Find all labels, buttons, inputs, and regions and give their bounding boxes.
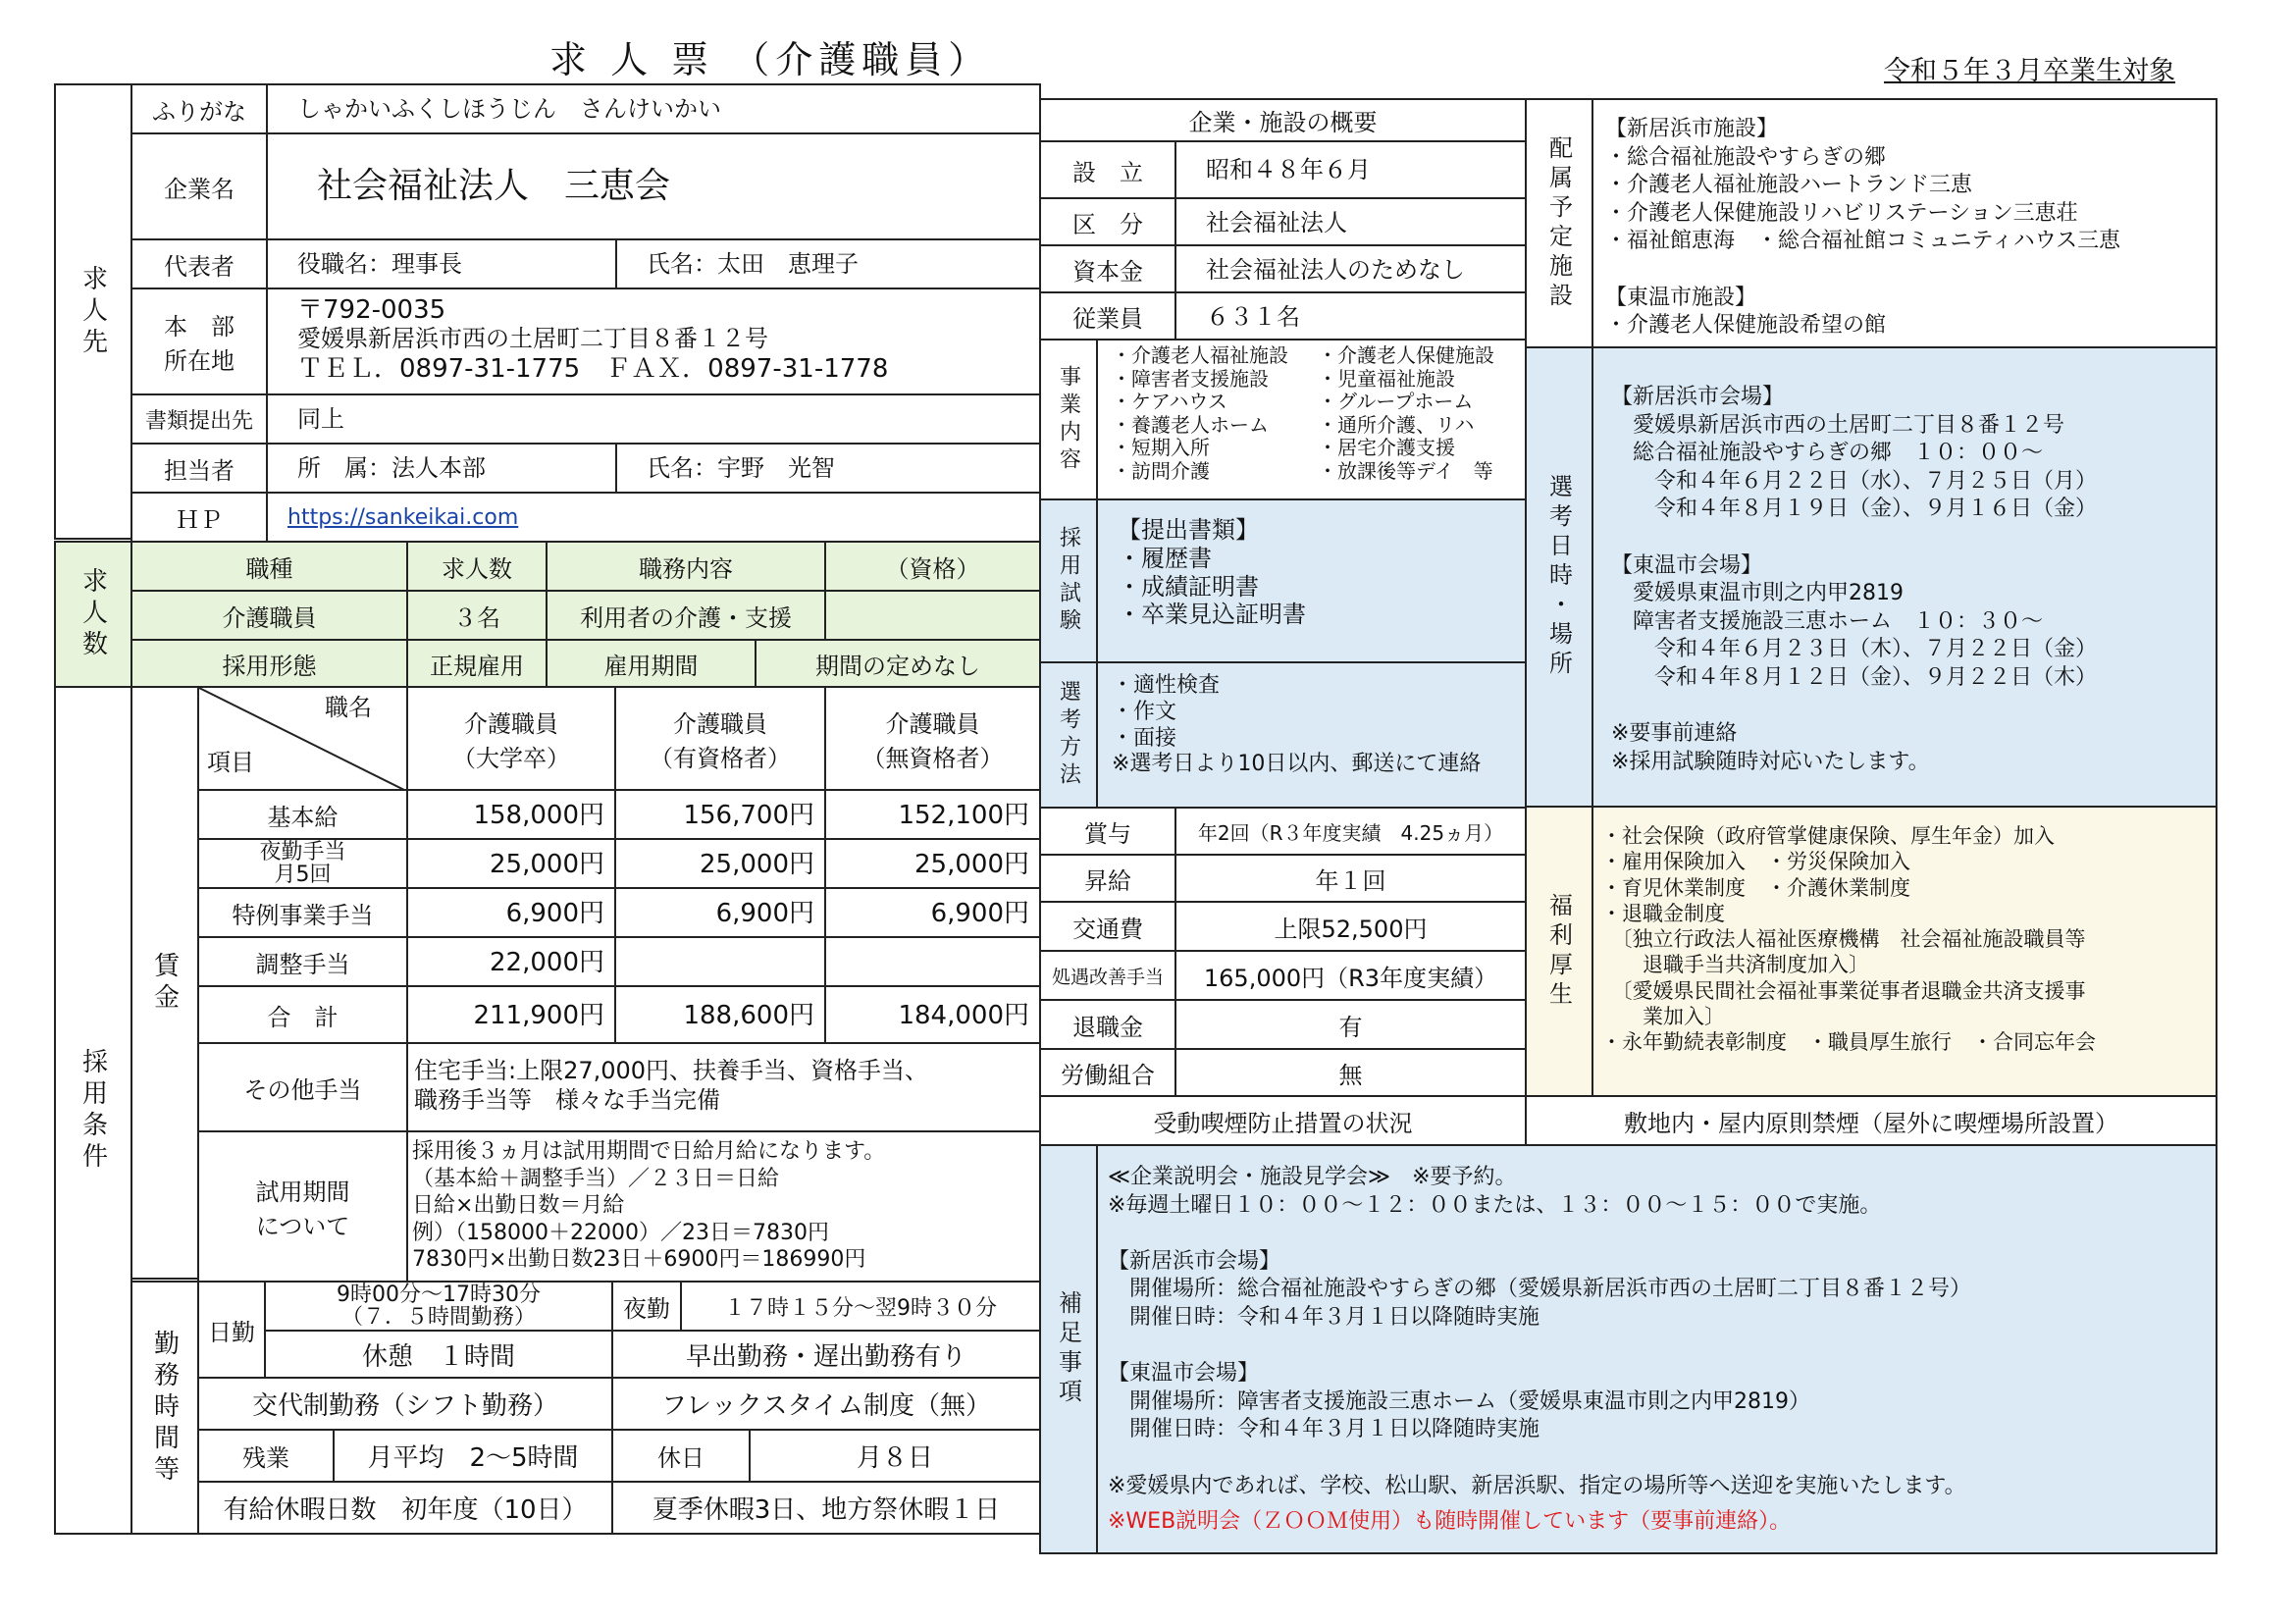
day-shift-label: 日勤 xyxy=(197,1281,266,1379)
wage-row-base-v3 xyxy=(824,789,1041,840)
wage-row-base-v2 xyxy=(614,789,826,840)
employer-section-label: 求人先 xyxy=(54,83,132,540)
facilities-cell xyxy=(1592,98,2218,348)
raise-label: 昇給 xyxy=(1039,854,1176,903)
form-label: 採用形態 xyxy=(130,639,408,688)
wage-row-total-v1 xyxy=(406,985,616,1044)
contact-label: 担当者 xyxy=(130,443,268,494)
established-value: 昭和４８年６月 xyxy=(1206,156,1371,183)
union-value: 無 xyxy=(1174,1048,1527,1097)
overtime-label: 残業 xyxy=(197,1429,335,1483)
trial-text: 採用後３ヵ月は試用期間で日給月給になります。 （基本給＋調整手当）／２３日＝日給 日給×出勤日数＝月給 例）（158000＋22000）／23日＝7830円 7830円×出勤日数23日＋6900円＝186990円 xyxy=(412,1139,886,1272)
notes-text: ≪企業説明会・施設見学会≫ ※要予約。 ※毎週土曜日１０：００～１２：００または、１３：００～１５：００で実施。 【新居浜市会場】 開催場所：総合福祉施設やすらぎの郷（愛媛県新居浜市西の土居町二丁目８番１２号） 開催日時：令和４年３月１日以降随時実施 【東温市会場】 開催場所：障害者支援施設三恵ホーム（愛媛県東温市則之内甲2819） 開催日時：令和４年３月１日以降随時実施 ※愛媛県内であれば、学校、松山駅、新居浜駅、指定の場所等へ送迎を実施いたします。 xyxy=(1108,1165,1972,1498)
page-title: 求 人 票 （介護職員） xyxy=(549,38,992,81)
wage-label: 賃金 xyxy=(130,686,199,1280)
web-briefing-note: ※WEB説明会（ＺＯＯＭ使用）も随時開催しています（要事前連絡）。 xyxy=(1108,1509,1792,1534)
value: 25,000円 xyxy=(490,850,604,879)
established-cell xyxy=(1174,140,1527,199)
business-label: 事業内容 xyxy=(1039,339,1098,500)
trial-label: 試用期間 について xyxy=(197,1130,408,1283)
rep-name-cell xyxy=(615,238,1041,289)
night-shift-label: 夜勤 xyxy=(611,1281,682,1332)
overview-header: 企業・施設の概要 xyxy=(1039,98,1527,142)
value: 6,900円 xyxy=(505,899,604,928)
wage-row-adjust-label: 調整手当 xyxy=(197,936,408,987)
recruit-duty: 利用者の介護・支援 xyxy=(546,590,826,641)
period-value: 期間の定めなし xyxy=(755,639,1041,688)
wage-row-special-v3 xyxy=(824,887,1041,938)
wage-row-night-v1 xyxy=(406,838,616,889)
break-time: 休憩 １時間 xyxy=(264,1330,613,1379)
wage-row-base-label: 基本給 xyxy=(197,789,408,840)
treatment-value: 165,000円（R3年度実績） xyxy=(1174,950,1527,1001)
hp-cell xyxy=(266,492,1041,543)
other-allowance-cell xyxy=(406,1042,1041,1132)
employees-value: ６３１名 xyxy=(1206,303,1300,331)
paid-leave: 有給休暇日数 初年度（10日） xyxy=(197,1481,613,1535)
retirement-label: 退職金 xyxy=(1039,999,1176,1050)
contact-name: 氏名：宇野 光智 xyxy=(647,454,835,482)
company-name: 社会福祉法人 三恵会 xyxy=(317,166,671,206)
rep-name: 氏名：太田 恵理子 xyxy=(647,250,859,278)
value: 6,900円 xyxy=(715,899,814,928)
notes-label: 補足事項 xyxy=(1039,1144,1098,1554)
retirement-value: 有 xyxy=(1174,999,1527,1050)
docs-cell xyxy=(266,393,1041,445)
wage-row-adjust-v1 xyxy=(406,936,616,987)
shift-system: 交代制勤務（シフト勤務） xyxy=(197,1377,613,1431)
selection-label: 選考方法 xyxy=(1039,661,1098,809)
value: 211,900円 xyxy=(473,1001,604,1030)
recruit-job: 介護職員 xyxy=(130,590,408,641)
furigana-label: ふりがな xyxy=(130,83,268,134)
hiring-exam-label: 採用試験 xyxy=(1039,498,1098,663)
smoking-label: 受動喫煙防止措置の状況 xyxy=(1039,1095,1527,1146)
wage-row-special-v2 xyxy=(614,887,826,938)
smoking-value: 敷地内・屋内原則禁煙（屋外に喫煙場所設置） xyxy=(1525,1095,2218,1146)
other-allowance-label: その他手当 xyxy=(197,1042,408,1132)
welfare-label: 福利厚生 xyxy=(1525,806,1593,1097)
employees-cell xyxy=(1174,291,1527,340)
recruit-head-count: 求人数 xyxy=(406,541,548,592)
contact-dept-cell xyxy=(266,443,617,494)
value: 6,900円 xyxy=(930,899,1029,928)
hp-label: ＨＰ xyxy=(130,492,268,543)
wage-col-unqualified: 介護職員 （無資格者） xyxy=(824,686,1041,791)
wage-row-night-v3 xyxy=(824,838,1041,889)
established-label: 設 立 xyxy=(1039,140,1176,199)
hq-address: 愛媛県新居浜市西の土居町二丁目８番１２号 xyxy=(297,325,768,352)
docs-value: 同上 xyxy=(297,405,344,433)
corner-job: 職名 xyxy=(325,694,372,721)
selection-methods: ・適性検査 ・作文 ・面接 ※選考日より10日以内、郵送にて連絡 xyxy=(1112,673,1482,777)
capital-label: 資本金 xyxy=(1039,244,1176,293)
value: 152,100円 xyxy=(898,801,1029,830)
value: 184,000円 xyxy=(898,1001,1029,1030)
wage-row-total-v2 xyxy=(614,985,826,1044)
furigana-cell xyxy=(266,83,1041,134)
wage-row-total-v3 xyxy=(824,985,1041,1044)
transport-label: 交通費 xyxy=(1039,901,1176,952)
hq-tel-fax: ＴＥＬ．0897-31-1775 ＦＡＸ．0897-31-1778 xyxy=(297,354,889,384)
wage-row-base-v1 xyxy=(406,789,616,840)
employees-label: 従業員 xyxy=(1039,291,1176,340)
rep-position-cell xyxy=(266,238,617,289)
exam-schedule-cell xyxy=(1592,346,2218,808)
type-value: 社会福祉法人 xyxy=(1206,209,1347,236)
exam-schedule-label: 選考日時・場所 xyxy=(1525,346,1593,808)
hq-postal: 〒792-0035 xyxy=(297,295,446,325)
holiday-label: 休日 xyxy=(611,1429,751,1483)
hp-link[interactable]: https://sankeikai.com xyxy=(287,505,519,530)
value: 156,700円 xyxy=(683,801,814,830)
night-shift-time: １７時１５分～翌9時３０分 xyxy=(680,1281,1041,1332)
facilities-label: 配属予定施設 xyxy=(1525,98,1593,348)
notes-cell xyxy=(1096,1144,2218,1554)
contact-dept: 所 属：法人本部 xyxy=(297,454,486,482)
recruit-count: ３名 xyxy=(406,590,548,641)
wage-row-night-label: 夜勤手当 月5回 xyxy=(197,838,408,889)
summer-leave: 夏季休暇3日、地方祭休暇１日 xyxy=(611,1481,1041,1535)
welfare-text: ・社会保険（政府管掌健康保険、厚生年金）加入 ・雇用保険加入 ・労災保険加入 ・育児休業制度 ・介護休業制度 ・退職金制度 〔独立行政法人福祉医療機構 社会福祉施設職員等 退職手当共済制度加入〕 〔愛媛県民間社会福祉事業従事者退職金共済支援事 業加入〕 ・永年勤続表彰制度 ・職員厚生旅行 ・合同忘年会 xyxy=(1601,824,2096,1054)
period-label: 雇用期間 xyxy=(546,639,757,688)
hiring-exam-docs: 【提出書類】 ・履歴書 ・成績証明書 ・卒業見込証明書 xyxy=(1118,516,1306,629)
transport-value: 上限52,500円 xyxy=(1174,901,1527,952)
furigana-value: しゃかいふくしほうじん さんけいかい xyxy=(297,95,721,123)
wage-row-adjust-v2 xyxy=(614,936,826,987)
trial-cell xyxy=(406,1130,1041,1283)
treatment-label: 処遇改善手当 xyxy=(1039,950,1176,1001)
early-late-shift: 早出勤務・遅出勤務有り xyxy=(611,1330,1041,1379)
recruit-head-job: 職種 xyxy=(130,541,408,592)
representative-label: 代表者 xyxy=(130,238,268,289)
hq-label: 本 部 所在地 xyxy=(130,288,268,395)
holiday-value: 月８日 xyxy=(749,1429,1041,1483)
company-label: 企業名 xyxy=(130,132,268,240)
bonus-value: 年2回（R３年度実績 4.25ヵ月） xyxy=(1174,807,1527,856)
wage-row-special-label: 特例事業手当 xyxy=(197,887,408,938)
wage-row-adjust-v3 xyxy=(824,936,1041,987)
value: 25,000円 xyxy=(914,850,1029,879)
business-list-1: ・介護老人福祉施設 ・障害者支援施設 ・ケアハウス ・養護老人ホーム ・短期入所 ・訪問介護 xyxy=(1112,343,1288,483)
selection-cell xyxy=(1096,661,1527,809)
contact-name-cell xyxy=(615,443,1041,494)
corner-item: 項目 xyxy=(207,749,254,776)
facilities-list: 【新居浜市施設】 ・総合福祉施設やすらぎの郷 ・介護老人福祉施設ハートランド三恵 ・介護老人保健施設リハビリステーション三恵荘 ・福祉館恵海 ・総合福祉館コミュニティハウス三恵 【東温市施設】 ・介護老人保健施設希望の館 xyxy=(1605,117,2121,339)
value: 25,000円 xyxy=(700,850,814,879)
overtime-value: 月平均 2～5時間 xyxy=(333,1429,613,1483)
flex-system: フレックスタイム制度（無） xyxy=(611,1377,1041,1431)
value: 22,000円 xyxy=(490,948,604,977)
form-value: 正規雇用 xyxy=(406,639,548,688)
value: 158,000円 xyxy=(473,801,604,830)
conditions-label: 採用条件 xyxy=(54,686,132,1535)
company-cell xyxy=(266,132,1041,240)
wage-col-university: 介護職員 （大学卒） xyxy=(406,686,616,791)
type-cell xyxy=(1174,197,1527,246)
union-label: 労働組合 xyxy=(1039,1048,1176,1097)
wage-corner-header xyxy=(197,686,408,791)
recruit-section-label: 求人数 xyxy=(54,541,132,688)
wage-col-qualified: 介護職員 （有資格者） xyxy=(614,686,826,791)
bonus-label: 賞与 xyxy=(1039,807,1176,856)
raise-value: 年１回 xyxy=(1174,854,1527,903)
wage-row-night-v2 xyxy=(614,838,826,889)
value: 188,600円 xyxy=(683,1001,814,1030)
hours-label: 勤務時間等 xyxy=(130,1281,199,1535)
capital-value: 社会福祉法人のためなし xyxy=(1206,256,1465,284)
recruit-head-duty: 職務内容 xyxy=(546,541,826,592)
capital-cell xyxy=(1174,244,1527,293)
exam-schedule-text: 【新居浜市会場】 愛媛県新居浜市西の土居町二丁目８番１２号 総合福祉施設やすらぎの郷 １０：００～ 令和４年６月２２日（水）、７月２５日（月） 令和４年８月１９日（金）、９月１６日（金） 【東温市会場】 愛媛県東温市則之内甲2819 障害者支援施設三恵ホーム １０：３０～ 令和４年６月２３日（木）、７月２２日（金） 令和４年８月１２日（金）、９月２２日（木） ※要事前連絡 ※採用試験随時対応いたします。 xyxy=(1611,385,2098,774)
wage-row-special-v1 xyxy=(406,887,616,938)
recruit-qual xyxy=(824,590,1041,641)
day-shift-time: 9時00分～17時30分 （７．５時間勤務） xyxy=(264,1281,613,1332)
type-label: 区 分 xyxy=(1039,197,1176,246)
hq-cell xyxy=(266,288,1041,395)
wage-row-total-label: 合 計 xyxy=(197,985,408,1044)
business-cell xyxy=(1096,339,1527,500)
welfare-cell xyxy=(1592,806,2218,1097)
docs-label: 書類提出先 xyxy=(130,393,268,445)
rep-position: 役職名：理事長 xyxy=(297,250,462,278)
other-allowance-text: 住宅手当:上限27,000円、扶養手当、資格手当、 職務手当等 様々な手当完備 xyxy=(414,1057,929,1114)
hiring-exam-cell xyxy=(1096,498,1527,663)
target-graduates: 令和５年３月卒業生対象 xyxy=(1884,56,2175,86)
recruit-head-qual: （資格） xyxy=(824,541,1041,592)
business-list-2: ・介護老人保健施設 ・児童福祉施設 ・グループホーム ・通所介護、リハ ・居宅介護支援 ・放課後等デイ 等 xyxy=(1318,343,1494,483)
